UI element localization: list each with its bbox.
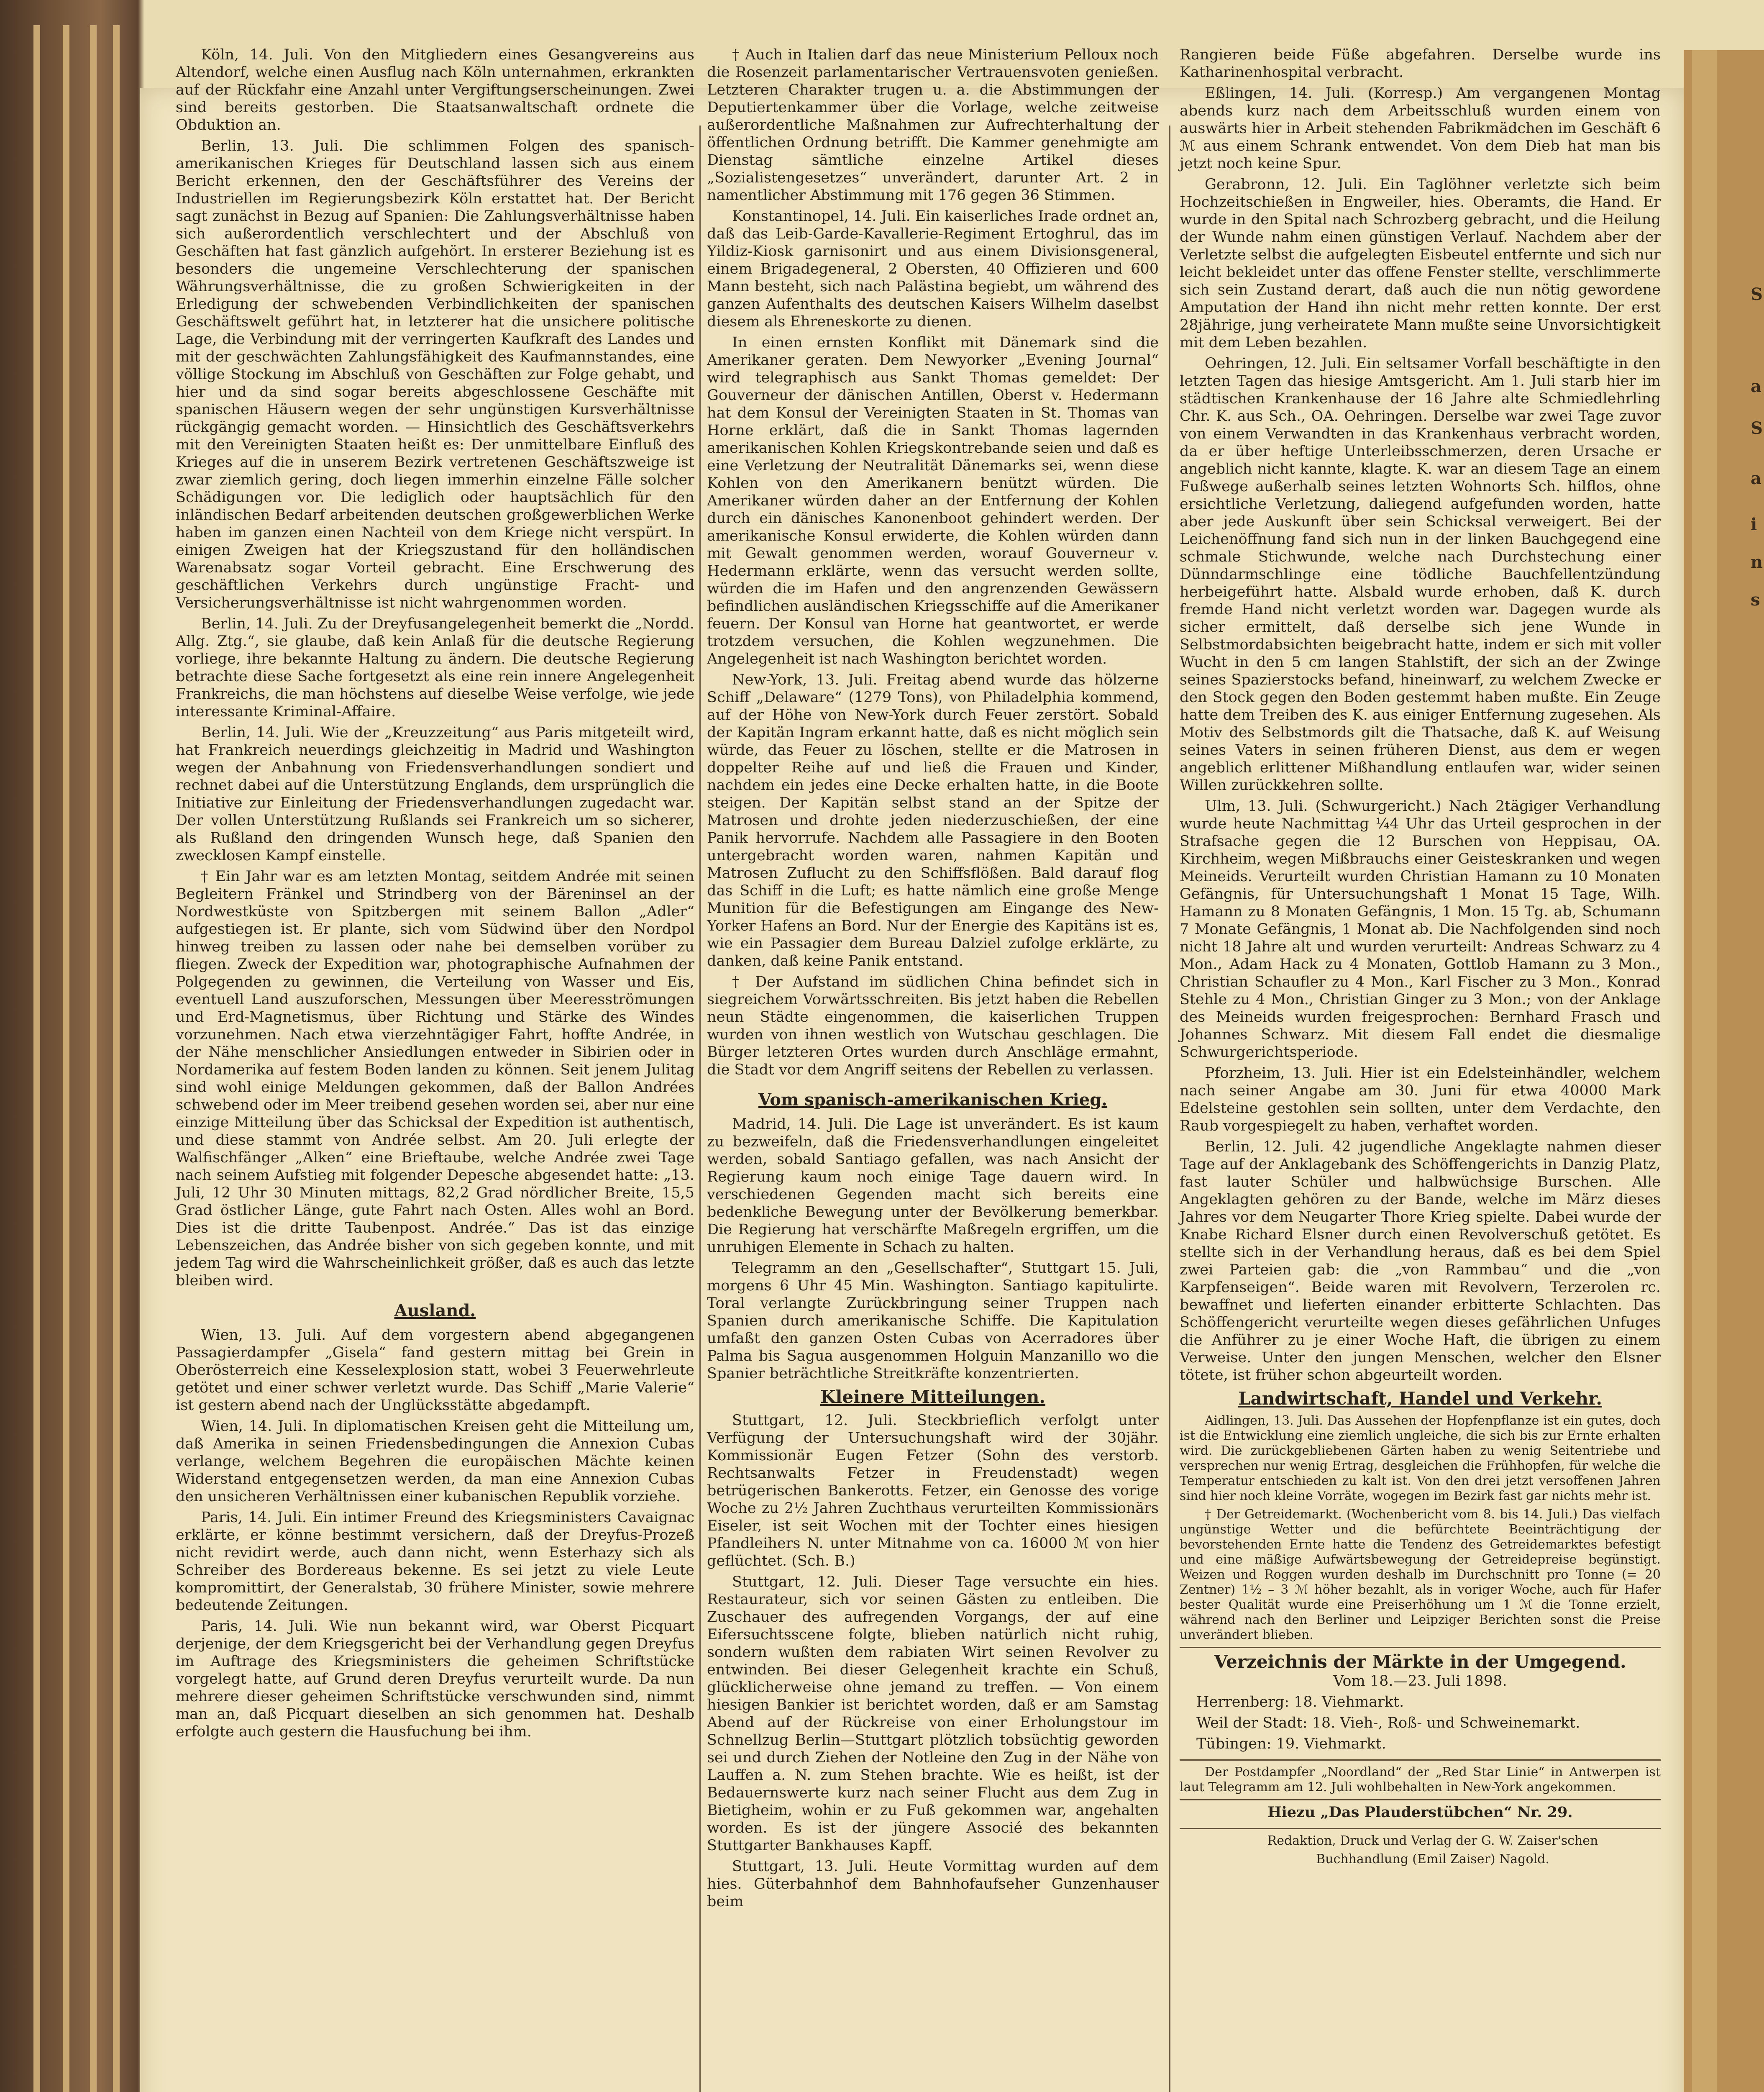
article-wien-gisela: Wien, 13. Juli. Auf dem vorgestern abend abgegangenen Passagierdampfer „Gisela“ fand gestern mittag bei Grein in Oberösterreich eine Kesselexplosion statt, wobei 3 Feuerwehrleute getötet und einer schwer verletzt wurde. Das Schiff „Marie Valerie“ ist gestern abend nach der Unglücksstätte abgedampft. [176,1327,694,1414]
page-edge [33,25,40,2092]
next-page-letter: n [1751,552,1763,572]
markets-date: Vom 18.—23. Juli 1898. [1333,1673,1507,1689]
imprint-line: Buchhandlung (Emil Zaiser) Nagold. [1316,1852,1549,1866]
article-madrid: Madrid, 14. Juli. Die Lage ist unverändert. Es ist kaum zu bezweifeln, daß die Friedensverhandlungen eingeleitet werden, sobald Santiago gefallen, was nach Ansicht der Regierung kaum noch einige Tage dauern wird. In verschiedenen Gegenden macht sich bereits eine bedenkliche Bewegung unter der Bevölkerung bemerkbar. Die Regierung hat verschärfte Maßregeln ergriffen, um die unruhigen Elemente in Schach zu halten. [707,1116,1159,1256]
column-2 [707,46,1159,1914]
page-edge [90,25,97,2092]
article-stuttgart-restaurateur: Stuttgart, 12. Juli. Dieser Tage versuchte ein hies. Restaurateur, sich vor seinen Gästen zu entleiben. Die Zuschauer des aufregenden Vorgangs, der auf eine Eifersuchtsscene folgte, blieben natürlich nicht ruhig, sondern wußten dem rabiaten Wirt seinen Revolver zu entwinden. Bei dieser Gelegenheit krachte ein Schuß, glücklicherweise ohne jemand zu treffen. — Von einem hiesigen Bankier ist berichtet worden, daß er am Samstag Abend auf der Rückreise von einer Erholungstour im Schnellzug Berlin—Stuttgart plötzlich tobsüchtig geworden sei und durch Ziehen der Notleine den Zug in der Nähe von Lauffen a. N. zum Stehen brachte. Wie es heißt, ist der Bedauernswerte kurz nach seiner Flucht aus dem Zug in Bietigheim, wohin er zu Fuß gekommen war, angehalten worden. Es ist der jüngere Associé des bekannten Stuttgarter Bankhauses Kapff. [707,1574,1159,1854]
article-stuttgart-bahnhof: Stuttgart, 13. Juli. Heute Vormittag wurden auf dem hies. Güterbahnhof dem Bahnhofaufseher Gunzenhauser beim [707,1858,1159,1910]
article-daenemark: In einen ernsten Konflikt mit Dänemark sind die Amerikaner geraten. Dem Newyorker „Evening Journal“ wird telegraphisch aus Sankt Thomas gemeldet: Der Gouverneur der dänischen Antillen, Oberst v. Hedermann hat dem Konsul der Vereinigten Staaten in St. Thomas van Horne erklärt, daß die in Sankt Thomas lagernden amerikanischen Kohlen Kriegskontrebande seien und daß es eine Verletzung der Neutralität Dänemarks sei, wenn diese Kohlen von den Amerikanern benützt würden. Die Amerikaner würden daher an der Entfernung der Kohlen durch ein dänisches Kanonenboot gehindert werden. Der amerikanische Konsul erwiderte, die Kohlen würden dann mit Gewalt genommen werden, worauf Gouverneur v. Hedermann erklärte, wenn das versucht werden sollte, würden die im Hafen und den angrenzenden Gewässern befindlichen ausländischen Kriegsschiffe auf die Amerikaner feuern. Der Konsul van Horne hat geantwortet, er werde trotzdem versuchen, die Kohlen wegzunehmen. Die Angelegenheit ist nach Washington berichtet worden. [707,334,1159,667]
section-heading-ausland: Ausland. [394,1301,476,1320]
article-konstantinopel: Konstantinopel, 14. Juli. Ein kaiserliches Irade ordnet an, daß das Leib-Garde-Kavallerie-Regiment Ertoghrul, das im Yildiz-Kiosk garnisonirt und aus einem Divisionsgeneral, einem Brigadegeneral, 2 Obersten, 40 Offizieren und 600 Mann besteht, sich nach Palästina begiebt, um während des ganzen Aufenthalts des deutschen Kaisers Wilhelm daselbst diesem als Ehreneskorte zu dienen. [707,208,1159,330]
article-esslingen: Eßlingen, 14. Juli. (Korresp.) Am vergangenen Montag abends kurz nach dem Arbeitsschluß wurden einem von auswärts hier in Arbeit stehenden Fabrikmädchen im Geschäft 6 ℳ aus einem Schrank entwendet. Von dem Dieb hat man bis jetzt noch keine Spur. [1180,85,1661,172]
section-heading-mitteilungen: Kleinere Mitteilungen. [820,1387,1046,1407]
section-heading-krieg: Vom spanisch-amerikanischen Krieg. [758,1090,1108,1110]
next-page-letter: s [1751,590,1760,610]
next-page-letter: a [1751,469,1761,488]
article-berlin-dreyfus: Berlin, 14. Juli. Zu der Dreyfusangelegenheit bemerkt die „Nordd. Allg. Ztg.“, sie glaube, daß kein Anlaß für die deutsche Regierung vorliege, ihre bekannte Haltung zu ändern. Die deutsche Regierung betrachte diese Sache fortgesetzt als eine rein innere Angelegenheit Frankreichs, die man höchstens auf dieselbe Weise verfolge, wie jede interessante Kriminal-Affaire. [176,615,694,720]
article-gerabronn: Gerabronn, 12. Juli. Ein Taglöhner verletzte sich beim Hochzeitschießen in Engweiler, hies. Oberamts, die Hand. Er wurde in den Spital nach Schrozberg gebracht, und die Heilung der Wunde nahm einen günstigen Verlauf. Nachdem aber der Verletzte selbst die aufgelegten Eisbeutel entfernte und sich nur leicht bekleidet unter das offene Fenster stellte, verschlimmerte sich sein Zustand derart, daß auch die nun nötig gewordene Amputation der Hand ihn nicht mehr retten konnte. Der erst 28jährige, jung verheiratete Mann mußte seine Unvorsichtigkeit mit dem Leben bezahlen. [1180,176,1661,351]
page-edge [113,25,120,2092]
column-1 [176,46,694,1744]
article-berlin-danzig: Berlin, 12. Juli. 42 jugendliche Angeklagte nahmen dieser Tage auf der Anklagebank des Schöffengerichts in Danzig Platz, fast lauter Schüler und halbwüchsige Burschen. Alle Angeklagten gehören zu der Bande, welche im März dieses Jahres vor dem Neugarter Thore Krieg spielte. Dabei wurde der Knabe Richard Elsner durch einen Revolverschuß getötet. Es stellte sich in der Verhandlung heraus, daß es bei dem Spiel zwei Parteien gab: die „von Rammbau“ und die „von Karpfenseigen“. Beide waren mit Revolvern, Terzerolen rc. bewaffnet und lieferten einander erbitterte Schlachten. Das Schöffengericht verurteilte wegen dieses gefährlichen Unfuges die Anführer zu je einer Woche Haft, die übrigen zu einem Verweise. Unter den jungen Menschen, welcher den Elsner tötete, ist früher schon abgeurteilt worden. [1180,1138,1661,1384]
supplement-box [1180,1799,1661,1829]
article-oehringen: Oehringen, 12. Juli. Ein seltsamer Vorfall beschäftigte in den letzten Tagen das hiesige Amtsgericht. Am 1. Juli starb hier im städtischen Krankenhause der 16 Jahre alte Schmiedlehrling Chr. K. aus Sch., OA. Oehringen. Derselbe war zwei Tage zuvor von einem Verwandten in das Krankenhaus verbracht worden, da er über heftige Unterleibsschmerzen, deren Ursache er angeblich nicht kannte, klagte. K. war an diesem Tage an einem Fußwege außerhalb seines letzten Wohnorts Sch. hilflos, ohne ersichtliche Verletzung, daliegend aufgefunden worden, hatte aber jede Auskunft über sein Schicksal verweigert. Bei der Leichenöffnung fand sich nun in der linken Bauchgegend eine schmale Stichwunde, welche nach Durchstechung einer Dünndarmschlinge eine tödliche Bauchfellentzündung herbeigeführt hatte. Alsbald wurde erhoben, daß K. durch fremde Hand nicht verletzt worden war. Dagegen wurde als sicher ermittelt, daß derselbe sich jene Wunde in Selbstmordabsichten beigebracht hatte, indem er sich mit voller Wucht in den 5 cm langen Stahlstift, der sich an der Zwinge seines Spazierstocks befand, hineinwarf, zu welchem Zwecke er den Stock gegen den Boden gestemmt haben mußte. Ein Zeuge hatte dem Treiben des K. aus einiger Entfernung zugesehen. Als Motiv des Selbstmords gilt die Thatsache, daß K. auf Weisung seines Vaters in seinen früheren Dienst, aus dem er wegen angeblich erlittener Mißhandlung entlaufen war, wider seinen Willen zurückkehren sollte. [1180,355,1661,794]
article-continuation: Rangieren beide Füße abgefahren. Derselbe wurde ins Katharinenhospital verbracht. [1180,46,1661,81]
markets-title: Verzeichnis der Märkte in der Umgegend. [1214,1651,1626,1672]
market-entry: Tübingen: 19. Viehmarkt. [1196,1736,1386,1752]
article-new-york: New-York, 13. Juli. Freitag abend wurde das hölzerne Schiff „Delaware“ (1279 Tons), von Philadelphia kommend, auf der Höhe von New-York durch Feuer zerstört. Sobald der Kapitän Ingram erkannt hatte, daß es nicht möglich sein würde, das Feuer zu löschen, stellte er die Matrosen in doppelter Reihe auf und ließ die Frauen und Kinder, nachdem ein jedes eine Decke erhalten hatte, in die Boote steigen. Der Kapitän selbst stand an der Spitze der Matrosen und drohte jeden niederzuschießen, der eine Panik hervorrufe. Nachdem alle Passagiere in den Booten untergebracht worden waren, nahmen Kapitän und Matrosen Zuflucht zu den Schiffsflößen. Bald darauf flog das Schiff in die Luft; es hatte nämlich eine große Menge Munition für die Befestigungen am Eingange des New-Yorker Hafens an Bord. Nur der Energie des Kapitäns ist es, wie ein Passagier dem Bureau Dalziel zufolge erklärte, zu danken, daß keine Panik entstand. [707,672,1159,969]
next-page-letter: S [1751,285,1763,304]
imprint-line: Redaktion, Druck und Verlag der G. W. Zaiser'schen [1267,1833,1598,1848]
article-ulm: Ulm, 13. Juli. (Schwurgericht.) Nach 2tägiger Verhandlung wurde heute Nachmittag ¼4 Uhr das Urteil gesprochen in der Strafsache gegen die 12 Burschen von Heppisau, OA. Kirchheim, wegen Mißbrauchs einer Geisteskranken und wegen Meineids. Verurteilt wurden Christian Hamann zu 10 Monaten Gefängnis, für Untersuchungshaft 1 Monat 15 Tage, Wilh. Hamann zu 8 Monaten Gefängnis, 1 Mon. 15 Tg. ab, Schumann 7 Monate Gefängnis, 1 Monat ab. Die Nachfolgenden sind noch nicht 18 Jahre alt und wurden verurteilt: Andreas Schwarz zu 4 Mon., Adam Hack zu 4 Monaten, Gottlob Hamann zu 3 Mon., Christian Schaufler zu 4 Mon., Karl Fischer zu 3 Mon., Konrad Stehle zu 4 Mon., Christian Ginger zu 3 Mon.; von der Anklage des Meineids wurden freigesprochen: Bernhard Frasch und Johannes Schwarz. Mit diesem Fall endet die diesmalige Schwurgerichtsperiode. [1180,798,1661,1061]
column-rule [699,126,701,2092]
next-page-edge [1684,50,1764,2092]
column-3 [1180,46,1661,1870]
article-aidlingen: Aidlingen, 13. Juli. Das Aussehen der Hopfenpflanze ist ein gutes, doch ist die Entwicklung eine ziemlich ungleiche, die sich bis zur Ernte erhalten wird. Die zurückgebliebenen Gärten haben zu wenig Seitentriebe und versprechen nur wenig Ertrag, desgleichen die Frühhopfen, für welche die Temperatur entschieden zu kalt ist. Von den drei jetzt versoffenen Jahren sind hier noch kleine Vorräte, wogegen im Bezirk fast gar nichts mehr ist. [1180,1413,1661,1503]
markets-box [1180,1647,1661,1761]
page-edge [63,25,69,2092]
article-pforzheim: Pforzheim, 13. Juli. Hier ist ein Edelsteinhändler, welchem nach seiner Angabe am 30. Juni für etwa 40000 Mark Edelsteine gestohlen sein sollten, unter dem Verdachte, den Raub vorgespiegelt zu haben, verhaftet worden. [1180,1065,1661,1134]
article-stuttgart-steckbrief: Stuttgart, 12. Juli. Steckbrieflich verfolgt unter Verfügung der Untersuchungshaft wird der 30jähr. Kommissionär Eugen Fetzer (Sohn des verstorb. Rechtsanwalts Fetzer in Freudenstadt) wegen betrügerischen Bankerotts. Fetzer, ein Genosse des vorige Woche zu 2½ Jahren Zuchthaus verurteilten Kommissionärs Eiseler, ist seit Wochen mit der Tochter eines hiesigen Pfandleihers N. unter Mitnahme von ca. 16000 ℳ von hier geflüchtet. (Sch. B.) [707,1412,1159,1569]
book-binding [0,0,140,2092]
article-wien-cuba: Wien, 14. Juli. In diplomatischen Kreisen geht die Mitteilung um, daß Amerika in seinen Friedensbedingungen die Annexion Cubas verlange, welchem Begehren die europäischen Mächte keinen Widerstand entgegensetzen werden, da man eine Annexion Cubas den unsicheren Verhältnissen einer kubanischen Republik vorziehe. [176,1418,694,1505]
article-italien: † Auch in Italien darf das neue Ministerium Pelloux noch die Rosenzeit parlamentarischer Vertrauensvoten genießen. Letzteren Charakter trugen u. a. die Abstimmungen der Deputiertenkammer über die Vorlage, welche zeitweise außerordentliche Maßnahmen zur Aufrechterhaltung der öffentlichen Ordnung betrifft. Die Kammer genehmigte am Dienstag sämtliche einzelne Artikel dieses „Sozialistengesetzes“ unverändert, darunter Art. 2 in namentlicher Abstimmung mit 176 gegen 36 Stimmen. [707,46,1159,204]
next-page-letter: S [1751,418,1763,438]
article-koeln: Köln, 14. Juli. Von den Mitgliedern eines Gesangvereins aus Altendorf, welche einen Ausflug nach Köln unternahmen, erkrankten auf der Rückfahr eine Anzahl unter Vergiftungserscheinungen. Zwei sind bereits gestorben. Die Staatsanwaltschaft ordnete die Obduktion an. [176,46,694,133]
market-entry: Weil der Stadt: 18. Vieh-, Roß- und Schweinemarkt. [1196,1715,1580,1731]
article-getreidemarkt: † Der Getreidemarkt. (Wochenbericht vom 8. bis 14. Juli.) Das vielfach ungünstige Wetter und die befürchtete Beeinträchtigung der bevorstehenden Ernte hatte die Tendenz des Getreidemarktes befestigt und eine mäßige Aufwärtsbewegung der Getreidepreise begünstigt. Weizen und Roggen wurden deshalb im Durchschnitt pro Tonne (= 20 Zentner) 1½ – 3 ℳ höher bezahlt, als in voriger Woche, auch für Hafer bester Qualität wurde eine Preiserhöhung um 1 ℳ die Tonne erzielt, während nach den Berliner und Leipziger Berichten sonst die Preise unverändert blieben. [1180,1507,1661,1642]
article-telegramm: Telegramm an den „Gesellschafter“, Stuttgart 15. Juli, morgens 6 Uhr 45 Min. Washington. Santiago kapitulirte. Toral verlangte Zurückbringung seiner Truppen nach Spanien durch amerikanische Schiffe. Die Kapitulation umfaßt den ganzen Osten Cubas von Acerradores über Palma bis Sagua ausgenommen Holguin Manzanillo wo die Spanier beträchtliche Streitkräfte konzentrierten. [707,1260,1159,1382]
article-paris-cavaignac: Paris, 14. Juli. Ein intimer Freund des Kriegsministers Cavaignac erklärte, er könne bestimmt versichern, daß der Dreyfus-Prozeß nicht revidirt werde, auch dann nicht, wenn Esterhazy sich als Schreiber des Bordereaus bekenne. Es sei jetzt zu viele Leute kompromittirt, der Generalstab, 30 frühere Minister, sowie mehrere bedeutende Zeitungen. [176,1509,694,1614]
next-page-letter: i [1751,515,1757,534]
market-entry: Herrenberg: 18. Viehmarkt. [1196,1694,1404,1710]
notice-postdampfer: Der Postdampfer „Noordland“ der „Red Star Linie“ in Antwerpen ist laut Telegramm am 12. Juli wohlbehalten in New-York angekommen. [1180,1765,1661,1795]
article-paris-picquart: Paris, 14. Juli. Wie nun bekannt wird, war Oberst Picquart derjenige, der dem Kriegsgericht bei der Verhandlung gegen Dreyfus im Auftrage des Kriegsministers die geheimen Schriftstücke vorgelegt hatte, auf Grund deren Dreyfus verurteilt wurde. Da nun mehrere dieser geheimen Schriftstücke verschwunden sind, nimmt man an, daß Picquart dieselben an sich genommen hat. Deshalb erfolgte auch gestern die Hausfuchung bei ihm. [176,1618,694,1740]
article-andree: † Ein Jahr war es am letzten Montag, seitdem Andrée mit seinen Begleitern Fränkel und Strindberg von der Bäreninsel an der Nordwestküste von Spitzbergen mit seinem Ballon „Adler“ aufgestiegen ist. Er plante, sich vom Südwind über den Nordpol hinweg treiben zu lassen oder nahe bei demselben vorüber zu fliegen. Zweck der Expedition war, photographische Aufnahmen der Polgegenden zu gewinnen, die Verteilung von Wasser und Eis, eventuell Land auszuforschen, Messungen über Meeresströmungen und Erd-Magnetismus, über Richtung und Stärke des Windes vorzunehmen. Nach etwa vierzehntägiger Fahrt, hoffte Andrée, in der Nähe menschlicher Ansiedlungen entweder in Sibirien oder in Nordamerika auf festem Boden landen zu können. Seit jenem Julitag sind wohl einige Meldungen gekommen, daß der Ballon Andrées schwebend oder im Meer treibend gesehen worden sei, aber nur eine einzige Mitteilung über das Schicksal der Expedition ist authentisch, und diese stammt von Andrée selbst. Am 20. Juli erlegte der Walfischfänger „Alken“ eine Brieftaube, welche Andrée zwei Tage nach seinem Aufstieg mit folgender Depesche abgesendet hatte: „13. Juli, 12 Uhr 30 Minuten mittags, 82,2 Grad nördlicher Breite, 15,5 Grad östlicher Länge, gute Fahrt nach Osten. Alles wohl an Bord. Dies ist die dritte Taubenpost. Andrée.“ Das ist das einzige Lebenszeichen, das Andrée bisher von sich gegeben konnte, und mit jedem Tag wird die Wahrscheinlichkeit größer, daß es auch das letzte bleiben wird. [176,868,694,1289]
article-berlin-frieden: Berlin, 14. Juli. Wie der „Kreuzzeitung“ aus Paris mitgeteilt wird, hat Frankreich neuerdings gleichzeitig in Madrid und Washington wegen der Anbahnung von Friedensverhandlungen sondiert und rechnet dabei auf die Unterstützung Englands, dem ursprünglich die Initiative zur Einleitung der Friedensverhandlungen zugedacht war. Der vollen Unterstützung Rußlands sei Frankreich um so sicherer, als Rußland den dringenden Wunsch hege, daß Spanien den zwecklosen Kampf einstelle. [176,724,694,864]
next-page-letter: a [1751,377,1761,396]
column-rule [1169,126,1170,2092]
article-berlin-krieg: Berlin, 13. Juli. Die schlimmen Folgen des spanisch-amerikanischen Krieges für Deutschland lassen sich aus einem Bericht erkennen, den der Geschäftsführer des Vereins der Industriellen im Regierungsbezirk Köln erstattet hat. Der Bericht sagt zunächst in Bezug auf Spanien: Die Zahlungsverhältnisse haben sich außerordentlich verschlechtert und der Abschluß von Geschäften hat fast gänzlich aufgehört. In ersterer Beziehung ist es besonders die ungemeine Verschlechterung der spanischen Währungsverhältnisse, die zu großen Schwierigkeiten in der Erledigung der schwebenden Verbindlichkeiten der spanischen Geschäftswelt geführt hat, in letzterer hat die unsichere politische Lage, die Verbindung mit der verringerten Kaufkraft des Landes und mit der geschwächten Zahlungsfähigkeit des Kaufmannstandes, eine völlige Stockung im Abschluß von Geschäften zur Folge gehabt, und hier und da sind sogar bereits abgeschlossene Geschäfte mit spanischen Häusern wegen der sehr ungünstigen Kursverhältnisse rückgängig gemacht worden. — Hinsichtlich des Geschäftsverkehrs mit den Vereinigten Staaten heißt es: Der unmittelbare Einfluß des Krieges auf die in unserem Bezirk vertretenen Geschäftszweige ist zwar ziemlich gering, doch liegen immerhin einzelne Fälle solcher Schädigungen vor. Die lediglich oder hauptsächlich für den inländischen Bedarf arbeitenden deutschen großgewerblichen Werke haben im ganzen einen Nachteil von dem Kriege nicht verspürt. In einigen Zweigen hat der Kriegszustand für den holländischen Warenabsatz sogar Vorteil gebracht. Eine Erschwerung des geschäftlichen Verkehrs durch ungünstige Fracht- und Versicherungsverhältnisse ist nicht wahrgenommen worden. [176,138,694,611]
article-china: † Der Aufstand im südlichen China befindet sich in siegreichem Vorwärtsschreiten. Bis jetzt haben die Rebellen neun Städte eingenommen, die kaiserlichen Truppen wurden von ihnen westlich von Wutschau geschlagen. Die Bürger letzteren Ortes wurden durch Anschläge ermahnt, die Stadt vor dem Angriff seitens der Rebellen zu verlassen. [707,974,1159,1078]
section-heading-landwirtschaft: Landwirtschaft, Handel und Verkehr. [1238,1388,1602,1409]
page-strip [1692,50,1717,2092]
supplement-note: Hiezu „Das Plauderstübchen“ Nr. 29. [1267,1804,1573,1821]
